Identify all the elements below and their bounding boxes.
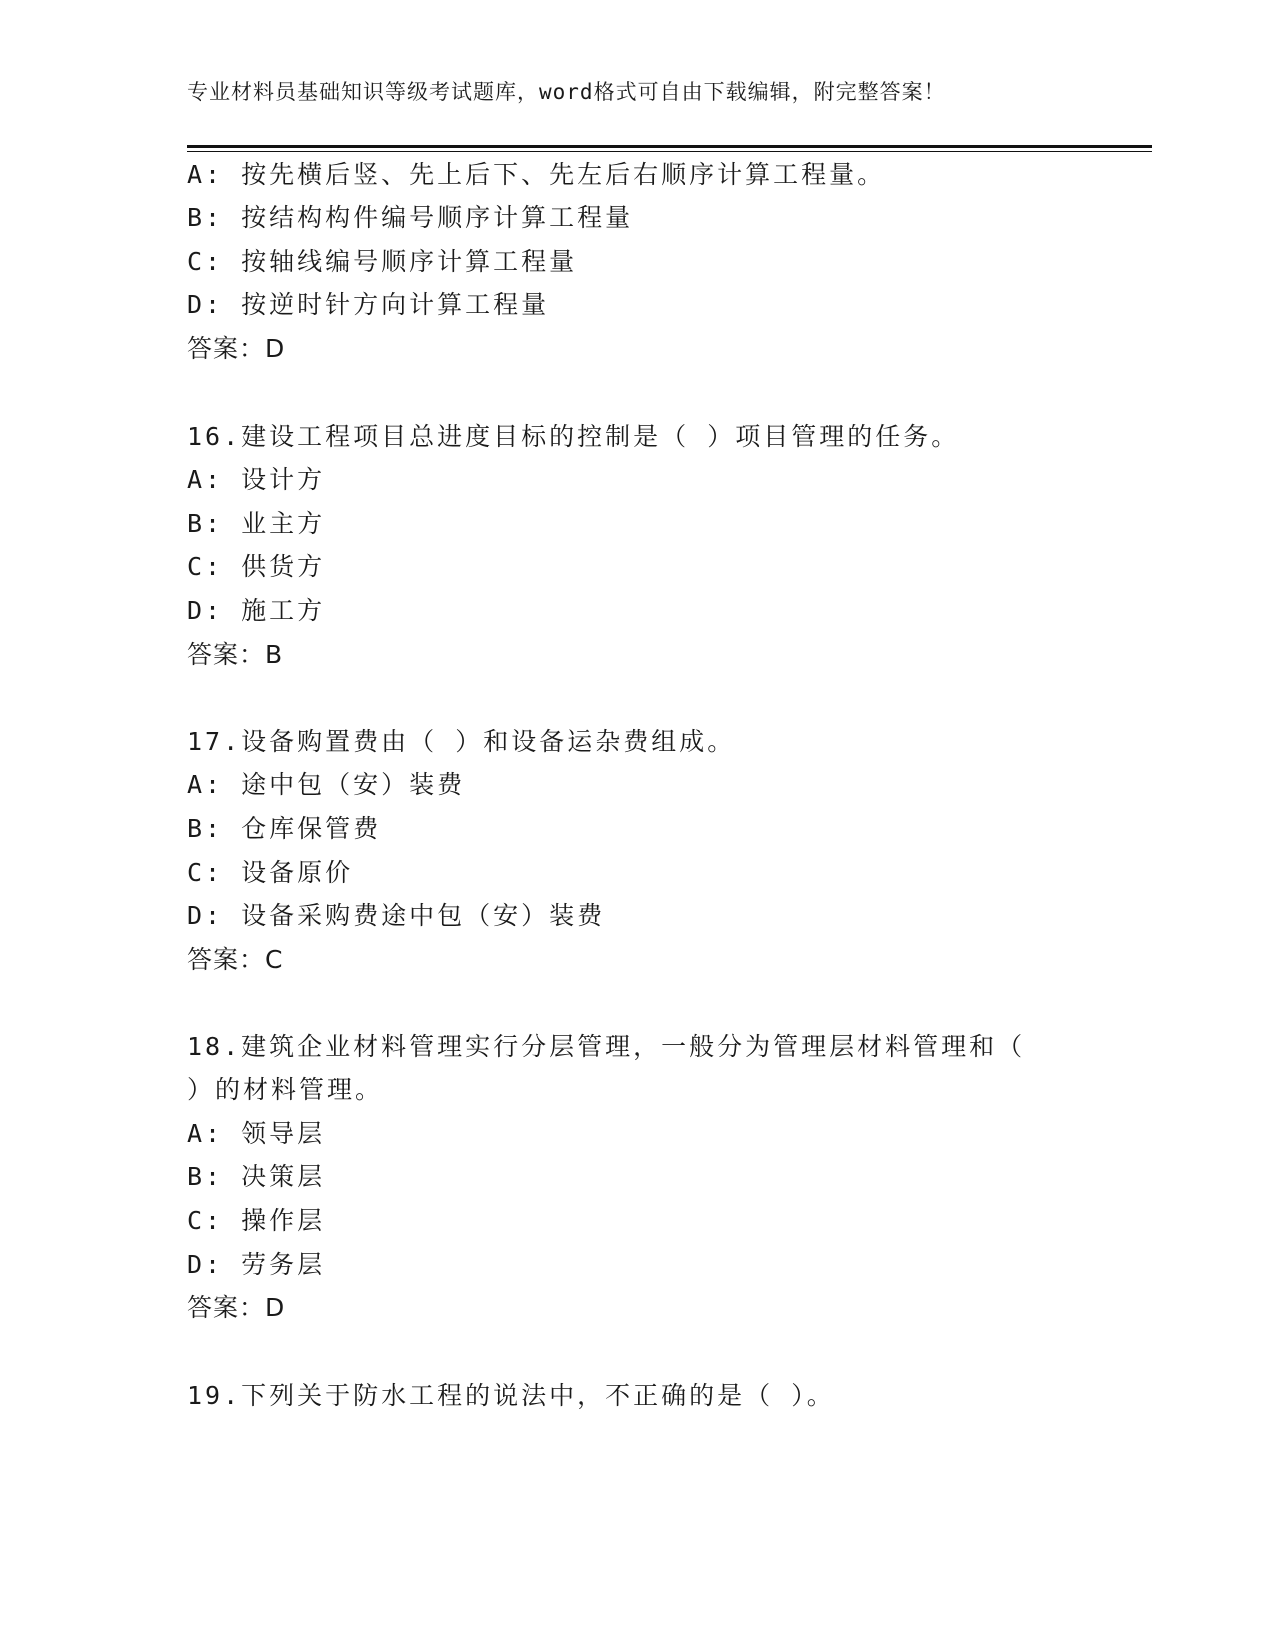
- q18-option-d: D: 劳务层: [187, 1250, 326, 1279]
- q18-question-line1: 18.建筑企业材料管理实行分层管理，一般分为管理层材料管理和（: [187, 1032, 1026, 1061]
- q17-option-b: B: 仓库保管费: [187, 814, 382, 843]
- page-header: 专业材料员基础知识等级考试题库，word格式可自由下载编辑，附完整答案！: [187, 80, 946, 104]
- q17-question: 17.设备购置费由（ ）和设备运杂费组成。: [187, 727, 736, 756]
- q19-question: 19.下列关于防水工程的说法中，不正确的是（ ）。: [187, 1381, 835, 1410]
- q16-option-d: D: 施工方: [187, 596, 326, 625]
- q16-option-a: A: 设计方: [187, 465, 326, 494]
- q15-option-c: C: 按轴线编号顺序计算工程量: [187, 247, 578, 276]
- q15-option-a: A: 按先横后竖、先上后下、先左后右顺序计算工程量。: [187, 160, 886, 189]
- header-rule-thick: [187, 145, 1152, 148]
- q16-option-c: C: 供货方: [187, 552, 326, 581]
- q17-option-a: A: 途中包（安）装费: [187, 770, 466, 799]
- q16-question: 16.建设工程项目总进度目标的控制是（ ）项目管理的任务。: [187, 422, 960, 451]
- q18-answer: 答案：D: [187, 1293, 286, 1322]
- q18-question-line2: ）的材料管理。: [187, 1075, 384, 1104]
- q16-answer: 答案：B: [187, 640, 284, 669]
- q17-option-c: C: 设备原价: [187, 858, 354, 887]
- q17-answer: 答案：C: [187, 945, 284, 974]
- q17-option-d: D: 设备采购费途中包（安）装费: [187, 901, 606, 930]
- q15-answer: 答案：D: [187, 334, 286, 363]
- q18-option-a: A: 领导层: [187, 1119, 326, 1148]
- q18-option-b: B: 决策层: [187, 1162, 326, 1191]
- q16-option-b: B: 业主方: [187, 509, 326, 538]
- q18-option-c: C: 操作层: [187, 1206, 326, 1235]
- header-rule-thin: [187, 151, 1152, 152]
- q15-option-d: D: 按逆时针方向计算工程量: [187, 290, 550, 319]
- q15-option-b: B: 按结构构件编号顺序计算工程量: [187, 203, 634, 232]
